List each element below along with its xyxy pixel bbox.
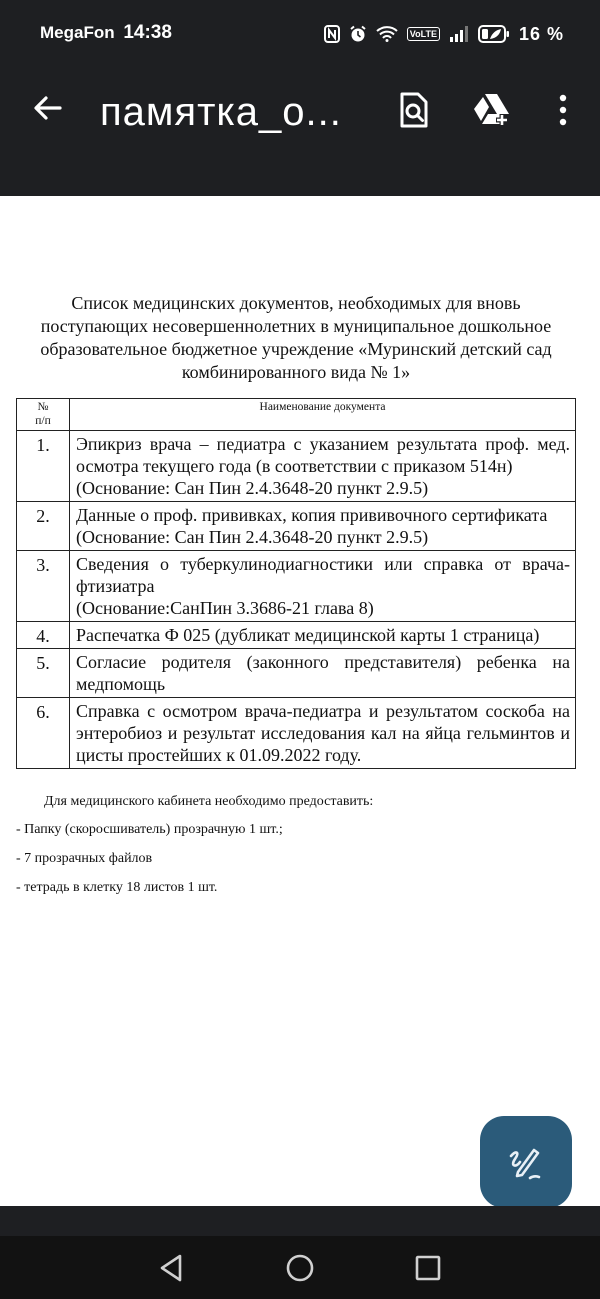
row-document	[70, 698, 576, 769]
row-number: 5.	[17, 649, 70, 698]
square-recents-icon	[412, 1252, 444, 1284]
row-document	[70, 622, 576, 649]
row-text: Эпикриз врача – педиатра с указанием результата проф. мед. осмотра текущего года (в соответствии с приказом 514н)	[76, 434, 570, 476]
row-document	[70, 502, 576, 551]
table-row	[17, 431, 576, 502]
header-number-line1: №	[37, 401, 49, 413]
top-bar	[0, 0, 600, 196]
row-text: Данные о проф. прививках, копия прививочного сертификата	[76, 505, 548, 525]
nav-back-button[interactable]	[156, 1252, 188, 1284]
notes-item: - Папку (скоросшиватель) прозрачную 1 шт.;	[16, 822, 283, 837]
table-row	[17, 622, 576, 649]
status-icons	[324, 22, 564, 46]
row-number: 2.	[17, 502, 70, 551]
table-row	[17, 502, 576, 551]
row-number: 1.	[17, 431, 70, 502]
row-text: Справка с осмотром врача-педиатра и результатом соскоба на энтеробиоз и результат исследования кал на яйца гельминтов и цисты простейших к 01.09.2022 году.	[76, 701, 570, 765]
row-number: 4.	[17, 622, 70, 649]
row-number: 6.	[17, 698, 70, 769]
carrier-name: MegaFon	[40, 23, 115, 42]
table-row	[17, 649, 576, 698]
table-row	[17, 551, 576, 622]
row-text: Согласие родителя (законного представителя) ребенка на медпомощь	[76, 652, 570, 694]
edit-pencil-icon	[506, 1142, 546, 1182]
table-header-row	[17, 399, 576, 431]
triangle-back-icon	[156, 1252, 188, 1284]
row-basis: (Основание:СанПин 3.3686-21 глава 8)	[76, 598, 374, 618]
notes-item: - тетрадь в клетку 18 листов 1 шт.	[16, 880, 218, 895]
status-carrier	[40, 22, 172, 44]
battery-saver-icon	[478, 25, 510, 43]
documents-table	[16, 398, 576, 769]
header-document-name: Наименование документа	[70, 399, 576, 431]
arrow-left-icon	[30, 90, 66, 126]
status-time: 14:38	[123, 22, 172, 43]
row-document	[70, 551, 576, 622]
search-in-document-button[interactable]	[396, 90, 432, 130]
nav-recents-button[interactable]	[412, 1252, 444, 1284]
battery-percent: 16 %	[518, 23, 564, 44]
add-to-drive-icon	[472, 90, 512, 130]
notes-item: - 7 прозрачных файлов	[16, 851, 153, 866]
document-page[interactable]	[0, 196, 600, 1206]
wifi-icon	[376, 26, 398, 42]
row-document	[70, 431, 576, 502]
nfc-icon	[324, 25, 340, 43]
row-text: Распечатка Ф 025 (дубликат медицинской карты 1 страница)	[76, 625, 540, 645]
row-basis: (Основание: Сан Пин 2.4.3648-20 пункт 2.9.5)	[76, 527, 429, 547]
alarm-icon	[349, 25, 367, 43]
row-text: Сведения о туберкулинодиагностики или справка от врача-фтизиатра	[76, 554, 570, 596]
search-in-document-icon	[396, 90, 430, 130]
row-basis: (Основание: Сан Пин 2.4.3648-20 пункт 2.9.5)	[76, 478, 429, 498]
notes-lead: Для медицинского кабинета необходимо предоставить:	[44, 794, 374, 809]
add-to-drive-button[interactable]	[472, 90, 508, 130]
more-vert-icon	[548, 90, 578, 130]
table-row	[17, 698, 576, 769]
document-title: памятка_о...	[100, 90, 342, 134]
app-bar	[0, 68, 600, 196]
edit-fab[interactable]	[480, 1116, 572, 1208]
circle-home-icon	[284, 1252, 316, 1284]
header-number	[17, 399, 70, 431]
status-bar	[0, 0, 600, 68]
bottom-strip	[0, 1206, 600, 1236]
more-options-button[interactable]	[548, 90, 584, 130]
row-number: 3.	[17, 551, 70, 622]
back-button[interactable]	[30, 90, 66, 126]
document-heading: Список медицинских документов, необходимых для вновь поступающих несовершеннолетних в муниципальное дошкольное образовательное бюджетное учреждение «Муринский детский сад комбинированного вида № 1»	[40, 293, 552, 382]
signal-icon	[449, 26, 469, 42]
header-number-line2: п/п	[35, 415, 51, 427]
row-document	[70, 649, 576, 698]
system-nav-bar	[0, 1236, 600, 1299]
volte-badge: VoLTE	[407, 27, 440, 41]
nav-home-button[interactable]	[284, 1252, 316, 1284]
